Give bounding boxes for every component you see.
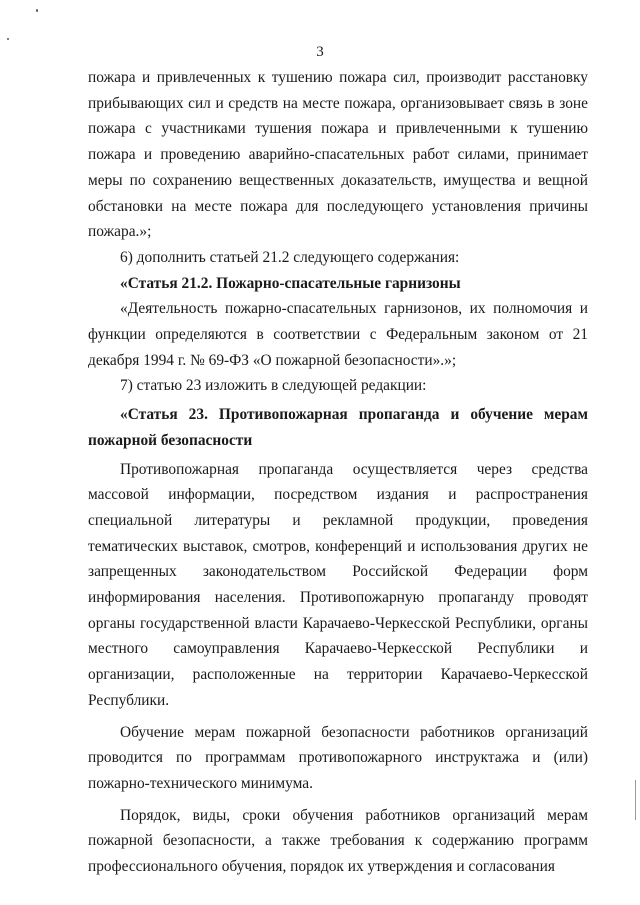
heading-article-21-2: «Статья 21.2. Пожарно-спасательные гарнизоны <box>120 274 461 292</box>
paragraph-amendment-7: 7) статью 23 изложить в следующей редакции: <box>120 377 427 395</box>
heading-article-23: «Статья 23. Противопожарная пропаганда и обучение мерам пожарной безопасности <box>88 406 588 449</box>
paragraph-amendment-6: 6) дополнить статьей 21.2 следующего содержания: <box>120 248 460 266</box>
scan-edge-mark <box>635 780 636 820</box>
document-body <box>88 65 588 880</box>
scan-speck <box>36 9 38 12</box>
scan-speck <box>7 38 9 40</box>
paragraph-fire-propaganda: Противопожарная пропаганда осуществляется через средства массовой информации, посредством издания и распространения специальной литературы и рекламной продукции, проведения тематических выставок, смотров, конференций и использования других не запрещенных законодательством Российской Федерации форм информирования населения. Противопожарную пропаганду проводят органы государственной власти Карачаево-Черкесской Республики, органы местного самоуправления Карачаево-Черкесской Республики и организации, расположенные на территории Карачаево-Черкесской Республики. <box>88 460 588 709</box>
paragraph-training-procedure: Порядок, виды, сроки обучения работников организаций мерам пожарной безопасности, а также требования к содержанию программ профессионального обучения, порядок их утверждения и согласования <box>88 806 588 876</box>
paragraph-continuation: пожара и привлеченных к тушению пожара сил, производит расстановку прибывающих сил и средств на месте пожара, организовывает связь в зоне пожара с участниками тушения пожара и привлеченными к тушению пожара и проведению аварийно-спасательных работ силами, принимает меры по сохранению вещественных доказательств, имущества и вещной обстановки на месте пожара для последующего установления причины пожара.»; <box>88 69 588 241</box>
page-number: 3 <box>316 44 324 60</box>
paragraph-training: Обучение мерам пожарной безопасности работников организаций проводится по программам противопожарного инструктажа и (или) пожарно-технического минимума. <box>88 723 588 792</box>
paragraph-article-21-2-text: «Деятельность пожарно-спасательных гарнизонов, их полномочия и функции определяются в соответствии с Федеральным законом от 21 декабря 1994 г. № 69-ФЗ «О пожарной безопасности».»; <box>88 300 588 369</box>
